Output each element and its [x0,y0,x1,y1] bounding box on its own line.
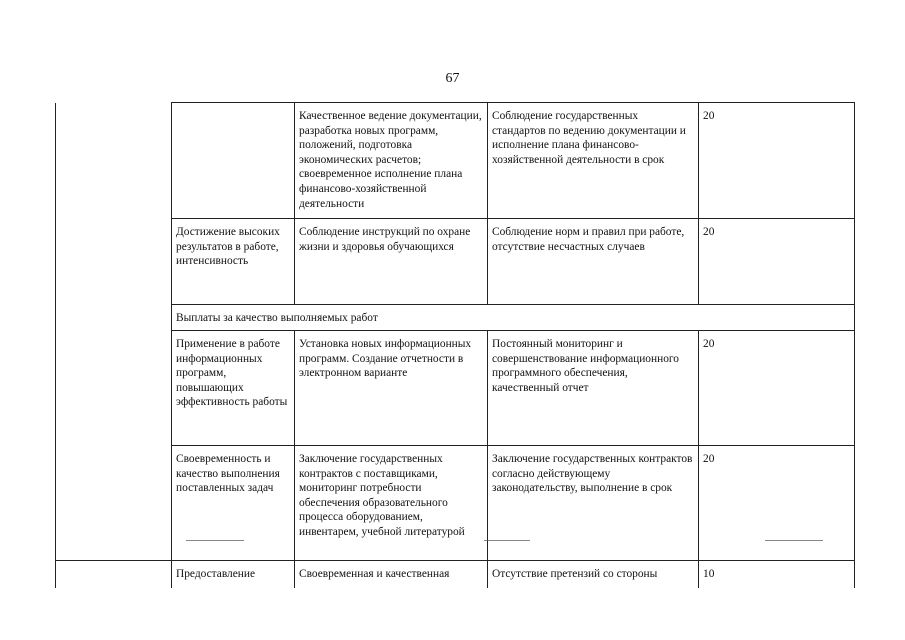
indicator-cell: Заключение государственных контрактов с поставщиками, мониторинг потребности обеспечения образовательного процесса оборудованием, инвентарем, учебной литературой [295,446,488,561]
points-cell: 20 [699,446,855,561]
criteria-table [55,102,855,588]
condition-cell: Отсутствие претензий со стороны [488,561,699,588]
table-row [56,331,855,446]
points-cell: 20 [699,219,855,305]
blank-cell [56,305,172,331]
indicator-cell: Качественное ведение документации, разработка новых программ, положений, подготовка экономических расчетов; своевременное исполнение плана финансово-хозяйственной деятельности [295,103,488,219]
indicator-cell: Соблюдение инструкций по охране жизни и здоровья обучающихся [295,219,488,305]
condition-cell: Постоянный мониторинг и совершенствование информационного программного обеспечения, качественный отчет [488,331,699,446]
scan-mark [765,540,823,541]
table-row [56,446,855,561]
table-row [56,561,855,588]
scan-mark [484,540,530,541]
condition-cell: Соблюдение государственных стандартов по ведению документации и исполнение плана финансово-хозяйственной деятельности в срок [488,103,699,219]
indicator-cell: Установка новых информационных программ. Создание отчетности в электронном варианте [295,331,488,446]
condition-cell: Заключение государственных контрактов согласно действующему законодательству, выполнение в срок [488,446,699,561]
criterion-cell: Предоставление [172,561,295,588]
points-cell: 20 [699,331,855,446]
blank-cell [56,103,172,219]
page-number: 67 [445,71,460,86]
table-row [56,219,855,305]
points-cell: 10 [699,561,855,588]
criterion-cell: Достижение высоких результатов в работе, интенсивность [172,219,295,305]
blank-cell [56,331,172,446]
blank-cell [56,219,172,305]
table-row [56,305,855,331]
section-header-cell: Выплаты за качество выполняемых работ [172,305,855,331]
points-cell: 20 [699,103,855,219]
blank-cell [56,446,172,561]
condition-cell: Соблюдение норм и правил при работе, отсутствие несчастных случаев [488,219,699,305]
criterion-cell [172,103,295,219]
criterion-cell: Своевременность и качество выполнения поставленных задач [172,446,295,561]
table-row [56,103,855,219]
blank-cell [56,561,172,588]
criterion-cell: Применение в работе информационных программ, повышающих эффективность работы [172,331,295,446]
scan-mark [186,540,244,541]
indicator-cell: Своевременная и качественная [295,561,488,588]
